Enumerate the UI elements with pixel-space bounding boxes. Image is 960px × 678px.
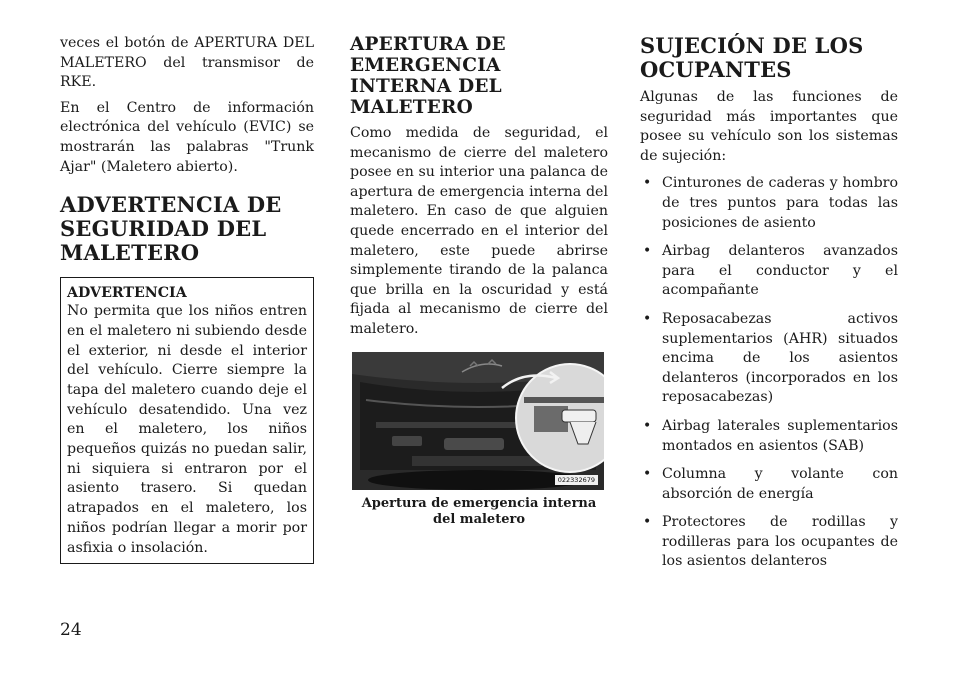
- bullet-icon: •: [643, 417, 652, 434]
- paragraph-emergency-release: Como medida de seguridad, el mecanismo de cierre del maletero posee en su interior una palanca de apertura de emergencia interna del maletero. En caso de que alguien quede encerrado en el interior del maletero, este puede abrirse simplemente tirando de la palanca que brilla en la oscuridad y está fijada al mecanismo de cierre del maletero.: [350, 125, 608, 337]
- column-right: [640, 34, 898, 581]
- column-left: [60, 34, 314, 564]
- trunk-interior-illustration: [352, 352, 604, 490]
- paragraph-evic: En el Centro de información electrónica del vehículo (EVIC) se mostrarán las palabras "Trunk Ajar" (Maletero abierto).: [60, 99, 314, 175]
- bullet-icon: •: [643, 310, 652, 327]
- list-item: • Airbag laterales suplementarios montados en asientos (SAB): [643, 417, 898, 454]
- bullet-icon: •: [643, 243, 652, 260]
- paragraph-restraints-intro: Algunas de las funciones de seguridad más importantes que posee su vehículo son los sistemas de sujeción:: [640, 89, 898, 164]
- warning-text: No permita que los niños entren en el maletero ni subiendo desde el exterior, ni desde el interior del vehículo. Cierre siempre la tapa del maletero cuando deje el vehículo desatendido. Una vez en el maletero, los niños pequeños quizás no puedan salir, ni siquiera si entraron por el asiento trasero. Si quedan atrapados en el maletero, los niños podrían llegar a morir por asfixia o insolación.: [67, 303, 307, 556]
- list-item: • Columna y volante con absorción de energía: [643, 466, 898, 502]
- list-item: • Reposacabezas activos suplementarios (AHR) situados encima de los asientos delanteros (incorporados en los reposacabezas): [643, 310, 898, 406]
- heading-occupant-restraints: SUJECIÓN DE LOS OCUPANTES: [640, 33, 864, 82]
- heading-emergency-release: APERTURA DE EMERGENCIA INTERNA DEL MALETERO: [350, 34, 506, 118]
- list-item: • Cinturones de caderas y hombro de tres puntos para todas las posiciones de asiento: [643, 175, 898, 231]
- restraint-list: [640, 174, 898, 572]
- bullet-icon: •: [643, 514, 652, 531]
- warning-title: ADVERTENCIA: [67, 285, 187, 302]
- list-item: • Airbag delanteros avanzados para el conductor y el acompañante: [643, 243, 898, 299]
- paragraph-rke: veces el botón de APERTURA DEL MALETERO del transmisor de RKE.: [60, 35, 314, 91]
- warning-box: [60, 277, 314, 564]
- column-middle: [350, 34, 608, 528]
- list-item: • Protectores de rodillas y rodilleras para los ocupantes de los asientos delanteros: [643, 514, 898, 570]
- figure-code: 022332679: [555, 475, 598, 485]
- bullet-icon: •: [643, 466, 652, 483]
- heading-trunk-safety-warning: ADVERTENCIA DE SEGURIDAD DEL MALETERO: [60, 192, 282, 266]
- trunk-release-photo: [352, 352, 604, 490]
- page-number: 24: [60, 620, 82, 640]
- figure-caption: Apertura de emergencia interna del maletero: [361, 495, 597, 527]
- bullet-icon: •: [643, 175, 652, 192]
